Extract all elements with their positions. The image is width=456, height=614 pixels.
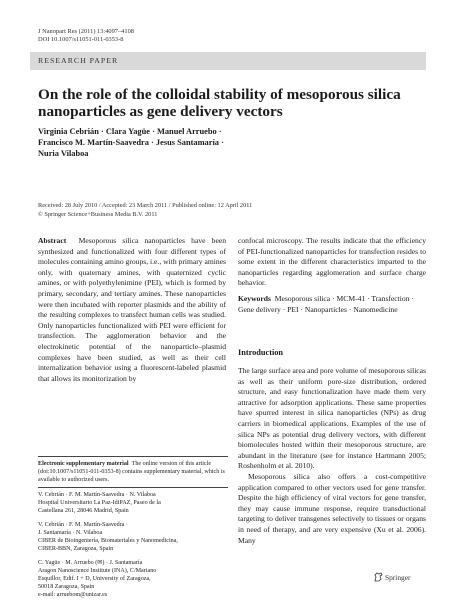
esm-rule <box>38 456 228 457</box>
publication-dates <box>38 202 428 219</box>
paper-title <box>38 86 418 120</box>
dates-line: Received: 28 July 2010 / Accepted: 23 March 2011 / Published online: 12 April 2011 <box>38 202 253 209</box>
affiliation-2-line: CIBER de Bioingeniería, Biomateriales y Nanomedicina, <box>38 538 178 544</box>
journal-citation: J Nanopart Res (2011) 13:4097–4108 <box>38 28 134 35</box>
affiliation-2-line: J. Santamaría · N. Vilaboa <box>38 530 103 536</box>
introduction-body <box>238 366 426 546</box>
journal-header <box>38 28 134 44</box>
keywords <box>238 294 428 315</box>
introduction-paragraph-2: Mesoporous silica also offers a cost-competitive application compared to other vectors used for gene transfer. Despite the high efficiency of viral vectors for gene transfer, they may cause immune response, require transductional targeting to deliver transgenes selectively to tissues or organs in need of therapy, and are very expensive (Xu et al. 2006). Many <box>238 471 426 545</box>
publisher-footer <box>374 572 410 582</box>
abstract-heading: Abstract <box>38 236 67 245</box>
affiliation-3-email: e-mail: arruebom@unizar.es <box>38 592 108 598</box>
journal-doi: DOI 10.1007/s11051-011-0353-8 <box>38 36 124 43</box>
affiliation-1-line: Hospital Universitario La Paz-IdiPAZ, Paseo de la <box>38 500 161 506</box>
affiliation-1 <box>38 491 228 515</box>
abstract-text: Mesoporous silica nanoparticles have been synthesized and functionalized with four different types of molecules containing amino groups, i.e., with primary amines only, with quaternary amines, with quaternized cyclic amines, or with polyethylenimine (PEI), which is formed by primary, secondary, and tertiary amines. These nanoparticles were then incubated with reporter plasmids and the ability of the resulting complexes to transfect human cells was studied. Only nanoparticles functionalized with PEI were efficient for transfection. The agglomeration behavior and the electrokinetic potential of the nanoparticle–plasmid complexes have been studied, as well as their cell internalization behavior using a fluorescent-labeled plasmid that allows its monitorization by <box>38 236 226 383</box>
title-line-1: On the role of the colloidal stability of mesoporous silica <box>38 86 401 103</box>
affiliation-2-line: V. Cebrián · F. M. Martín-Saavedra · <box>38 522 128 528</box>
affiliation-3-line: Aragon Nanoscience Institute (INA), C/Mariano <box>38 568 157 574</box>
keywords-heading: Keywords <box>238 294 271 303</box>
abstract-continued <box>238 236 426 289</box>
affiliation-2 <box>38 521 228 553</box>
abstract-continued-text: confocal microscopy. The results indicate that the efficiency of PEI-functionalized nanoparticles for transfection resides to some extent in the different characteristics imparted to the nanoparticles regarding agglomeration and surface charge behavior. <box>238 236 426 288</box>
esm-text: The online version of this article (doi:10.1007/s11051-011-0353-8) contains supplementary material, which is available to authorized users. <box>38 461 225 483</box>
introduction-paragraph-1: The large surface area and pore volume of mesoporous silicas as well as their uniform pore-size distribution, ordered structure, and easy functionalization have made them very attractive for adsorption applications. These same properties have spurred interest in silica nanoparticles (NPs) as drug carriers in biomedical applications. Examples of the use of silica NPs as potential drug delivery vectors, with different biomolecules hosted within their mesoporous structure, are abundant in the literature (see for instance Hartmann 2005; Roshenholm et al. 2010). <box>238 366 426 471</box>
affiliation-2-line: CIBER-BBN, Zaragoza, Spain <box>38 546 114 552</box>
article-type-label: RESEARCH PAPER <box>38 56 119 65</box>
affiliation-rule <box>38 487 228 488</box>
publisher-name: Springer <box>385 573 411 582</box>
authors-line-1: Virginia Cebrián · Clara Yagüe · Manuel Arruebo · <box>38 127 222 136</box>
keywords-text: Mesoporous silica · MCM-41 · Transfection · Gene delivery · PEI · Nanoparticles · Nanomedicine <box>238 294 414 314</box>
springer-horse-logo-icon <box>374 572 383 582</box>
article-type-banner <box>30 52 426 70</box>
authors-line-3: Nuria Vilaboa <box>38 149 89 158</box>
affiliation-3-line: 50018 Zaragoza, Spain <box>38 584 95 590</box>
affiliation-1-line: V. Cebrián · F. M. Martín-Saavedra · N. Vilaboa <box>38 492 156 498</box>
affiliation-3-line: Esquillor, Edif. I + D, University of Zaragoza, <box>38 576 151 582</box>
title-line-2: nanoparticles as gene delivery vectors <box>38 103 283 120</box>
abstract-section <box>38 236 226 384</box>
introduction-heading: Introduction <box>238 348 284 357</box>
author-list <box>38 126 418 159</box>
affiliation-1-line: Castellana 261, 28046 Madrid, Spain <box>38 508 129 514</box>
esm-heading: Electronic supplementary material <box>38 461 129 467</box>
authors-line-2: Francisco M. Martín-Saavedra · Jesus Santamaría · <box>38 138 224 147</box>
affiliation-3-line: C. Yagüe · M. Arruebo (✉) · J. Santamaría <box>38 560 143 566</box>
affiliation-3 <box>38 559 228 599</box>
copyright-line: © Springer Science+Business Media B.V. 2011 <box>38 210 158 218</box>
esm-note <box>38 460 228 484</box>
